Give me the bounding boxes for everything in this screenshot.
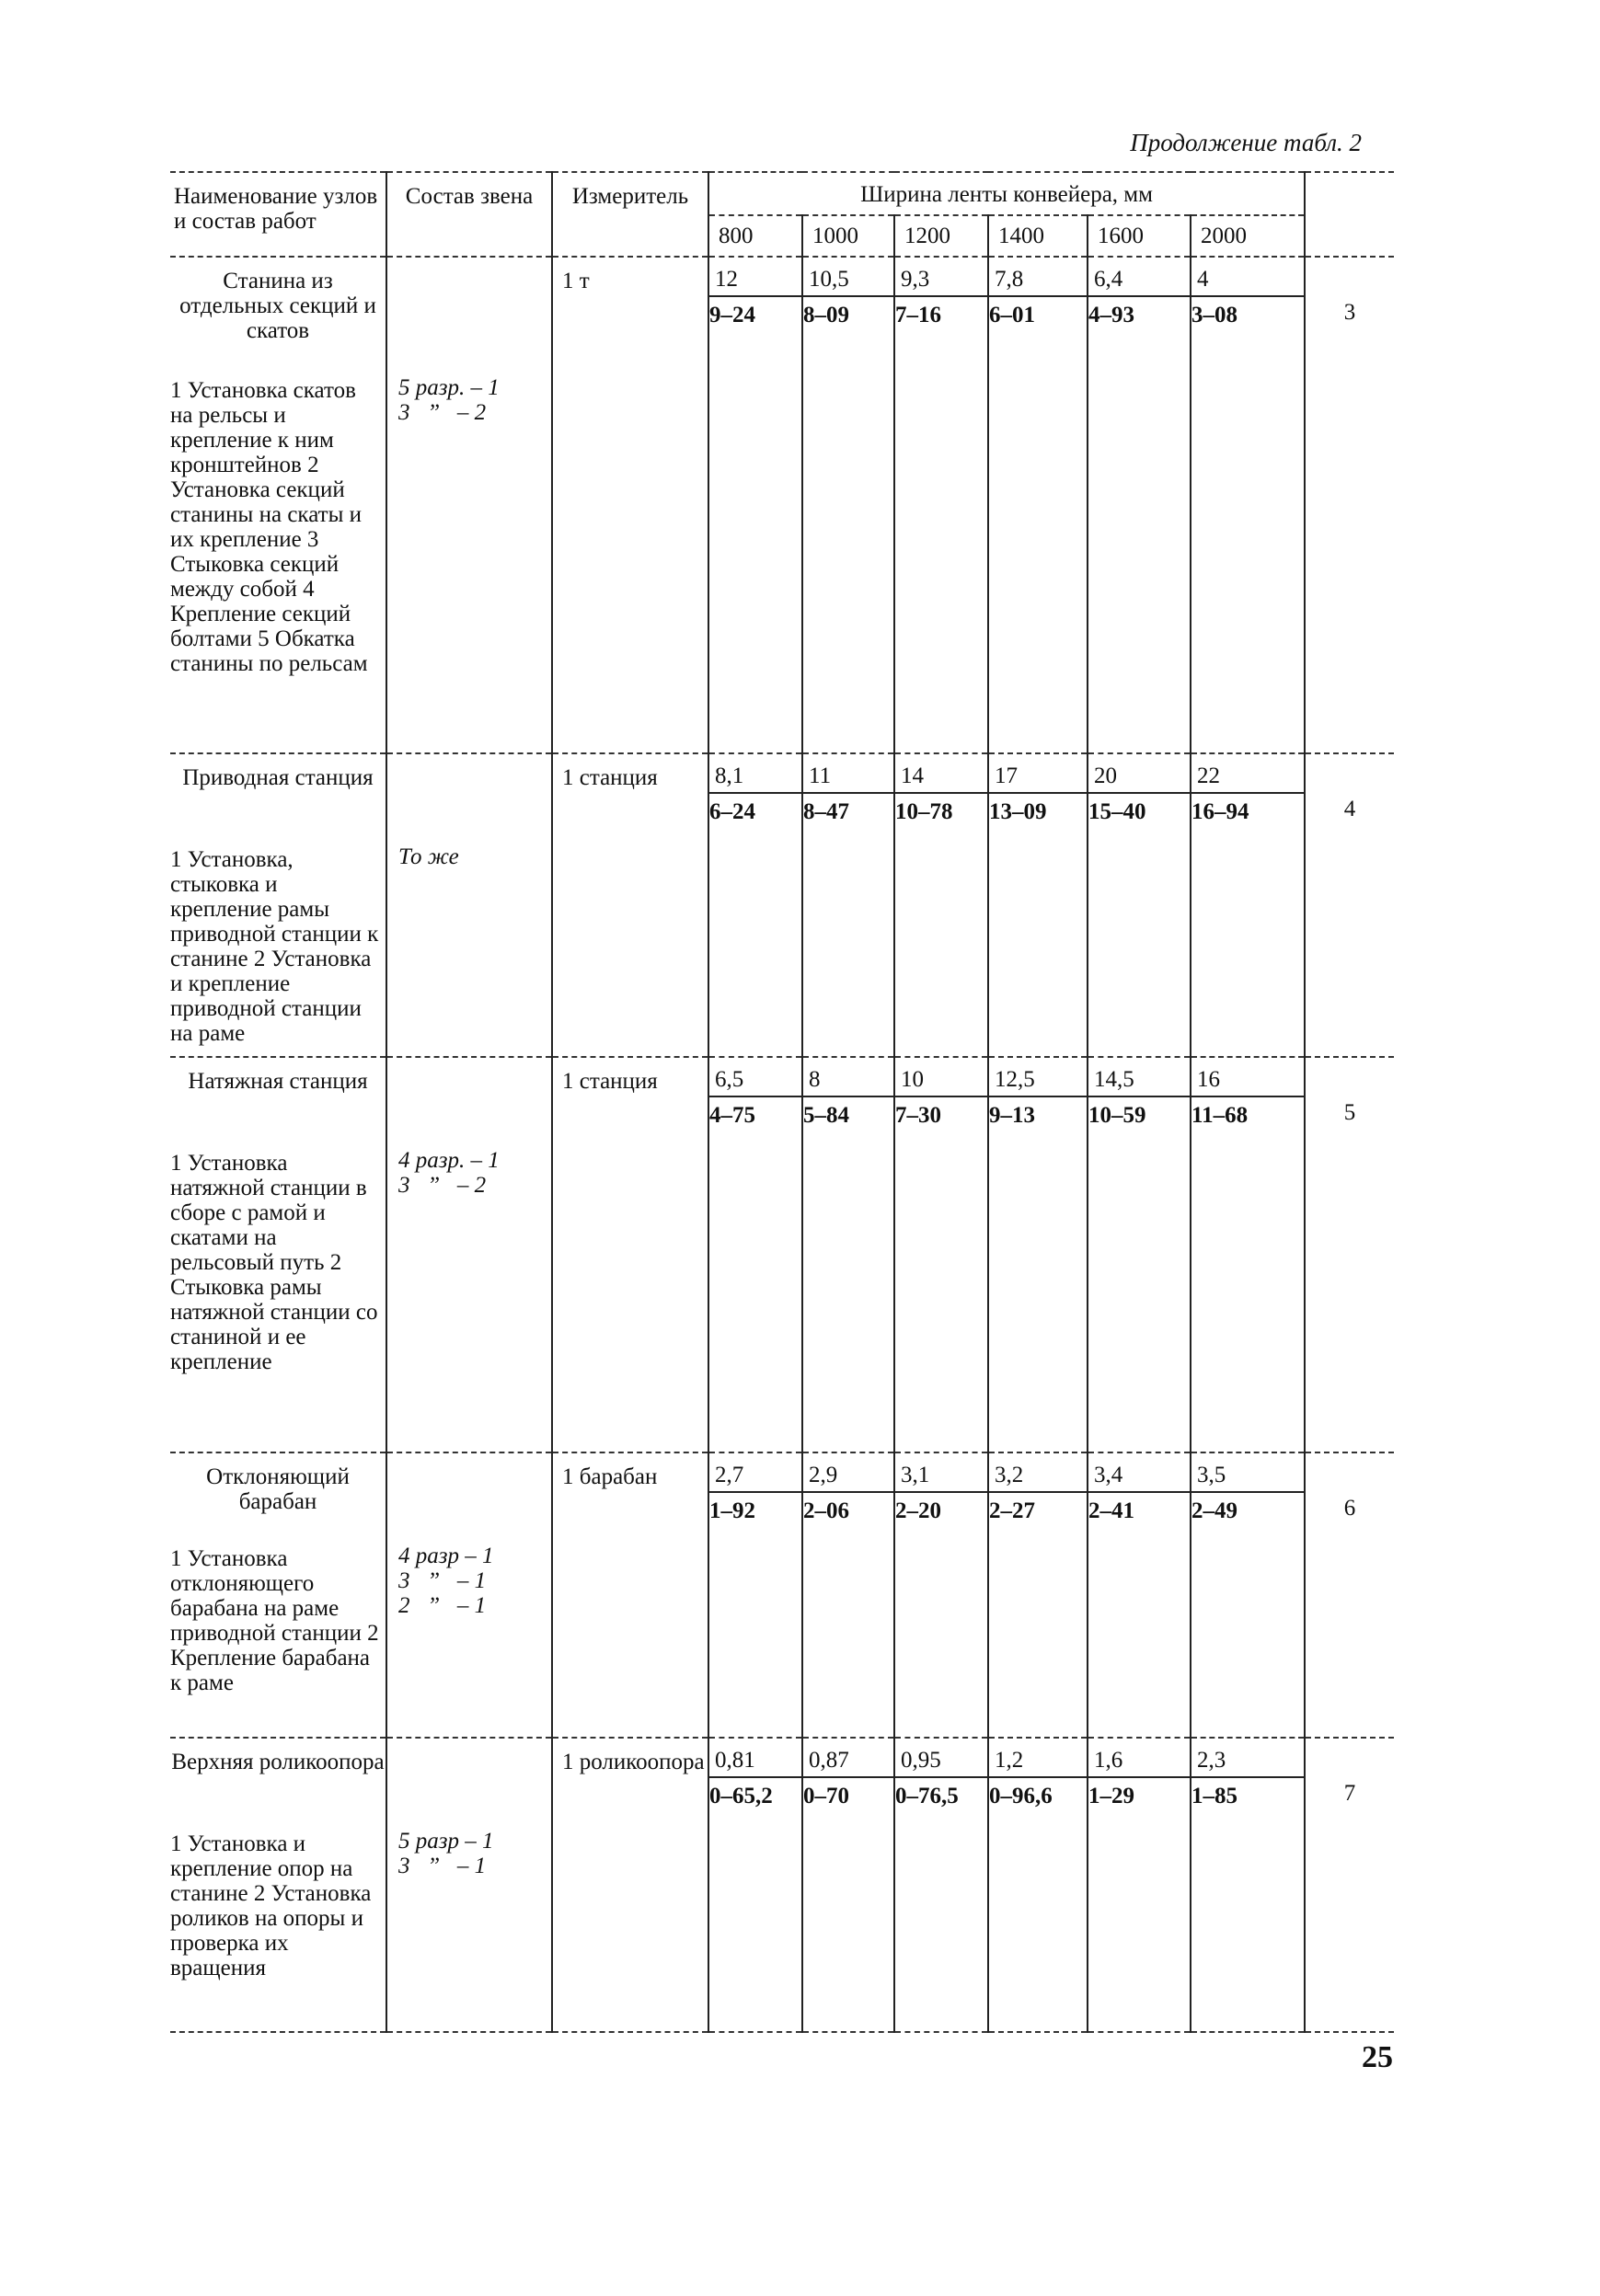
row-number: 5	[1305, 1057, 1394, 1452]
norm-price: 3–08	[1191, 295, 1304, 327]
norm-price: 7–30	[895, 1096, 987, 1128]
norm-value-cell	[1191, 1738, 1305, 2032]
norm-value-cell	[1088, 1057, 1191, 1452]
norm-value-cell	[988, 1057, 1088, 1452]
norm-value-cell	[1191, 1057, 1305, 1452]
page-number: 25	[1362, 2040, 1393, 2074]
norm-price: 13–09	[989, 792, 1087, 824]
crew-list	[387, 1533, 551, 1618]
group-title-row	[170, 1057, 1394, 1131]
norm-value-cell	[802, 1452, 894, 1738]
group-title-row	[170, 1452, 1394, 1526]
norm-value-cell	[1088, 753, 1191, 1057]
norm-value-cell	[1088, 1452, 1191, 1738]
norm-price: 8–47	[803, 792, 893, 824]
meter-cell: 1 барабан	[552, 1452, 708, 1738]
row-number: 7	[1305, 1738, 1394, 2032]
header-widths-title: Ширина ленты конвейера, мм	[708, 172, 1305, 215]
norm-price: 2–20	[895, 1491, 987, 1523]
norm-price: 16–94	[1191, 792, 1304, 824]
norm-price: 1–29	[1088, 1776, 1190, 1808]
norm-value-cell	[988, 1738, 1088, 2032]
crew-line: То же	[398, 844, 459, 869]
norm-time: 10	[895, 1067, 987, 1097]
norm-time: 7,8	[989, 267, 1087, 297]
norm-value-cell	[988, 257, 1088, 753]
norm-value-cell	[894, 753, 988, 1057]
crew-list	[387, 364, 551, 425]
row-number: 4	[1305, 753, 1394, 1057]
norm-time: 1,2	[989, 1748, 1087, 1778]
norm-value-cell	[708, 257, 802, 753]
norm-value-cell	[1191, 257, 1305, 753]
norm-value-cell	[708, 753, 802, 1057]
group-title: Приводная станция	[182, 765, 374, 790]
crew-line: 4 разр. – 1	[398, 1148, 500, 1173]
norm-price: 9–24	[709, 295, 801, 327]
norm-time: 12	[709, 267, 801, 297]
row-number: 3	[1305, 257, 1394, 753]
norm-price: 2–41	[1088, 1491, 1190, 1523]
norm-time: 22	[1191, 763, 1304, 794]
norm-price: 7–16	[895, 295, 987, 327]
group-title: Станина из отдельных секций и скатов	[179, 269, 376, 343]
width-header-1400: 1400	[988, 215, 1088, 257]
meter-cell: 1 станция	[552, 753, 708, 1057]
norm-time: 10,5	[803, 267, 893, 297]
meter-cell: 1 роликоопора	[552, 1738, 708, 2032]
norm-price: 0–65,2	[709, 1776, 801, 1808]
norm-price: 6–24	[709, 792, 801, 824]
norm-time: 16	[1191, 1067, 1304, 1097]
norm-time: 11	[803, 763, 893, 794]
norm-value-cell	[708, 1057, 802, 1452]
norm-price: 4–75	[709, 1096, 801, 1128]
group-title-row	[170, 257, 1394, 358]
norm-time: 3,2	[989, 1463, 1087, 1493]
crew-cell	[386, 257, 552, 753]
norm-price: 2–06	[803, 1491, 893, 1523]
norm-price: 0–70	[803, 1776, 893, 1808]
norm-price: 5–84	[803, 1096, 893, 1128]
crew-line: 4 разр – 1	[398, 1544, 494, 1568]
norm-time: 3,1	[895, 1463, 987, 1493]
task-description: 1 Установка отклоняющего барабана на раме приводной станции 2 Крепление барабана к раме	[170, 1546, 379, 1695]
norm-price: 0–96,6	[989, 1776, 1087, 1808]
group-title-row	[170, 1738, 1394, 1811]
task-description: 1 Установка и крепление опор на станине 2 Установка роликов на опоры и проверка их вращения	[170, 1831, 372, 1980]
norm-price: 9–13	[989, 1096, 1087, 1128]
task-description: 1 Установка скатов на рельсы и крепление к ним кронштейнов 2 Установка секций станины на скаты и их крепление 3 Стыковка секций между собой 4 Крепление секций болтами 5 Обкатка станины по рельсам	[170, 378, 368, 676]
norm-value-cell	[988, 753, 1088, 1057]
norm-value-cell	[802, 257, 894, 753]
header-name: Наименование узлов и состав работ	[170, 172, 386, 257]
crew-line: 3 ” – 2	[398, 400, 487, 425]
group-title: Натяжная станция	[188, 1069, 368, 1094]
crew-line: 5 разр. – 1	[398, 375, 500, 400]
width-header-1000: 1000	[802, 215, 894, 257]
norm-value-cell	[894, 1738, 988, 2032]
norm-time: 20	[1088, 763, 1190, 794]
norm-value-cell	[802, 1738, 894, 2032]
norm-time: 12,5	[989, 1067, 1087, 1097]
meter-cell: 1 станция	[552, 1057, 708, 1452]
norm-time: 1,6	[1088, 1748, 1190, 1778]
norm-time: 17	[989, 763, 1087, 794]
norm-time: 14	[895, 763, 987, 794]
norm-price: 10–78	[895, 792, 987, 824]
norms-table	[170, 171, 1394, 2033]
crew-list	[387, 833, 551, 869]
continuation-label: Продолжение табл. 2	[1130, 129, 1362, 156]
norm-value-cell	[708, 1452, 802, 1738]
norm-value-cell	[988, 1452, 1088, 1738]
header-meter: Измеритель	[552, 172, 708, 257]
crew-list	[387, 1137, 551, 1198]
crew-line: 3 ” – 1	[398, 1854, 487, 1878]
width-header-1600: 1600	[1088, 215, 1191, 257]
norm-time: 0,81	[709, 1748, 801, 1778]
group-title-row	[170, 753, 1394, 827]
crew-line: 5 разр – 1	[398, 1829, 494, 1854]
norm-price: 8–09	[803, 295, 893, 327]
norm-value-cell	[894, 1057, 988, 1452]
norm-time: 4	[1191, 267, 1304, 297]
width-header-1200: 1200	[894, 215, 988, 257]
norm-time: 2,3	[1191, 1748, 1304, 1778]
header-crew: Состав звена	[386, 172, 552, 257]
norm-price: 4–93	[1088, 295, 1190, 327]
norm-time: 3,5	[1191, 1463, 1304, 1493]
norm-time: 0,87	[803, 1748, 893, 1778]
norm-time: 8	[803, 1067, 893, 1097]
norm-price: 0–76,5	[895, 1776, 987, 1808]
crew-cell	[386, 1057, 552, 1452]
task-description: 1 Установка, стыковка и крепление рамы приводной станции к станине 2 Установка и крепление приводной станции на раме	[170, 847, 379, 1046]
crew-line: 3 ” – 2	[398, 1173, 487, 1198]
norm-value-cell	[894, 1452, 988, 1738]
width-header-800: 800	[708, 215, 802, 257]
norm-time: 6,5	[709, 1067, 801, 1097]
norm-price: 1–92	[709, 1491, 801, 1523]
crew-line: 3 ” – 1	[398, 1568, 487, 1593]
header-number-column	[1305, 172, 1394, 257]
norm-time: 8,1	[709, 763, 801, 794]
norm-time: 3,4	[1088, 1463, 1190, 1493]
norm-time: 0,95	[895, 1748, 987, 1778]
norm-price: 2–27	[989, 1491, 1087, 1523]
norm-price: 15–40	[1088, 792, 1190, 824]
group-title: Отклоняющий барабан	[206, 1464, 350, 1514]
group-title: Верхняя роликоопора	[171, 1750, 385, 1774]
crew-line: 2 ” – 1	[398, 1593, 487, 1618]
norm-price: 10–59	[1088, 1096, 1190, 1128]
task-description: 1 Установка натяжной станции в сборе с рамой и скатами на рельсовый путь 2 Стыковка рамы натяжной станции со станиной и ее крепление	[170, 1151, 378, 1374]
norm-value-cell	[1088, 1738, 1191, 2032]
norm-price: 6–01	[989, 295, 1087, 327]
norm-price: 1–85	[1191, 1776, 1304, 1808]
crew-cell	[386, 753, 552, 1057]
row-number: 6	[1305, 1452, 1394, 1738]
norm-value-cell	[1088, 257, 1191, 753]
crew-cell	[386, 1738, 552, 2032]
norm-value-cell	[708, 1738, 802, 2032]
norm-value-cell	[802, 753, 894, 1057]
norm-time: 14,5	[1088, 1067, 1190, 1097]
meter-cell: 1 т	[552, 257, 708, 753]
norm-price: 11–68	[1191, 1096, 1304, 1128]
norm-value-cell	[894, 257, 988, 753]
norm-time: 2,9	[803, 1463, 893, 1493]
norm-time: 6,4	[1088, 267, 1190, 297]
norm-value-cell	[1191, 753, 1305, 1057]
norm-price: 2–49	[1191, 1491, 1304, 1523]
norm-value-cell	[1191, 1452, 1305, 1738]
norm-value-cell	[802, 1057, 894, 1452]
crew-list	[387, 1818, 551, 1878]
norm-time: 9,3	[895, 267, 987, 297]
width-header-2000: 2000	[1191, 215, 1305, 257]
crew-cell	[386, 1452, 552, 1738]
norm-time: 2,7	[709, 1463, 801, 1493]
